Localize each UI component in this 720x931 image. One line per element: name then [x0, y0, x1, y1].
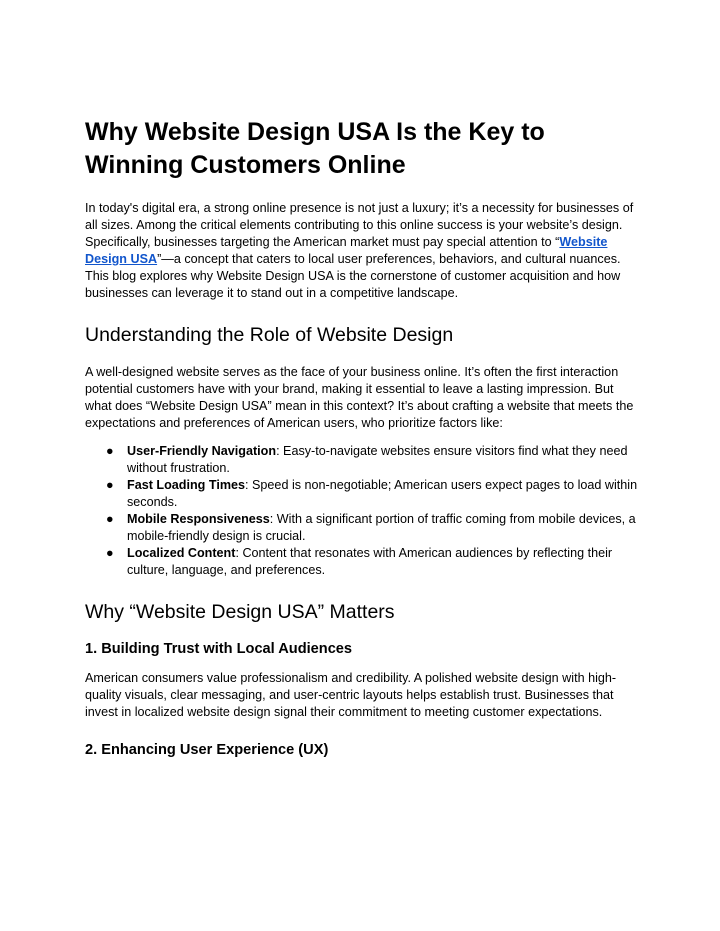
- list-item-term: User-Friendly Navigation: [127, 444, 277, 458]
- list-item-text: : Content that resonates with American audiences by reflecting their culture, language, and preferences.: [127, 546, 613, 577]
- subsection-ux-heading: 2. Enhancing User Experience (UX): [85, 742, 329, 758]
- bullet-icon: ●: [106, 546, 114, 560]
- intro-text-part2: ”—a concept that caters to local user preferences, behaviors, and cultural nuances. This blog explores why Website Design USA is the cornerstone of customer acquisition and how businesses can leverage it to stand out in a competitive landscape.: [85, 252, 621, 300]
- document-page: [85, 116, 640, 772]
- section-role-paragraph: A well-designed website serves as the face of your business online. It’s often the first interaction potential customers have with your brand, making it essential to leave a lasting impression. But what does “Website Design USA” mean in this context? It’s about crafting a website that meets the expectations and preferences of American users, who prioritize factors like:: [85, 365, 634, 430]
- subsection-trust-paragraph: American consumers value professionalism and credibility. A polished website design with high-quality visuals, clear messaging, and user-centric layouts helps establish trust. Businesses that invest in localized website design signal their commitment to meeting customer expectations.: [85, 671, 617, 719]
- section-role-heading: Understanding the Role of Website Design: [85, 324, 454, 346]
- list-item-term: Mobile Responsiveness: [127, 512, 270, 526]
- subsection-trust-heading: 1. Building Trust with Local Audiences: [85, 641, 353, 657]
- list-item-text: : Speed is non-negotiable; American users expect pages to load within seconds.: [127, 478, 638, 509]
- bullet-icon: ●: [106, 478, 114, 492]
- list-item-term: Localized Content: [127, 546, 236, 560]
- list-item: [85, 545, 640, 579]
- section-why-heading: Why “Website Design USA” Matters: [85, 601, 395, 623]
- page-title: Why Website Design USA Is the Key to Winning Customers Online: [85, 118, 545, 179]
- intro-text-part1: In today's digital era, a strong online presence is not just a luxury; it’s a necessity for businesses of all sizes. Among the critical elements contributing to this online success is your website’s design. Specifically, businesses targeting the American market must pay special attention to “: [85, 201, 634, 249]
- section-role: [85, 322, 640, 579]
- bullet-icon: ●: [106, 444, 114, 458]
- factors-list: [85, 443, 640, 579]
- list-item: [85, 477, 640, 511]
- list-item: [85, 443, 640, 477]
- bullet-icon: ●: [106, 512, 114, 526]
- section-why: [85, 599, 640, 760]
- list-item-text: : Easy-to-navigate websites ensure visitors find what they need without frustration.: [127, 444, 628, 475]
- list-item: [85, 511, 640, 545]
- intro-paragraph: [85, 200, 640, 302]
- list-item-term: Fast Loading Times: [127, 478, 246, 492]
- list-item-text: : With a significant portion of traffic coming from mobile devices, a mobile-friendly design is crucial.: [127, 512, 636, 543]
- website-design-usa-link[interactable]: Website Design USA: [85, 235, 608, 266]
